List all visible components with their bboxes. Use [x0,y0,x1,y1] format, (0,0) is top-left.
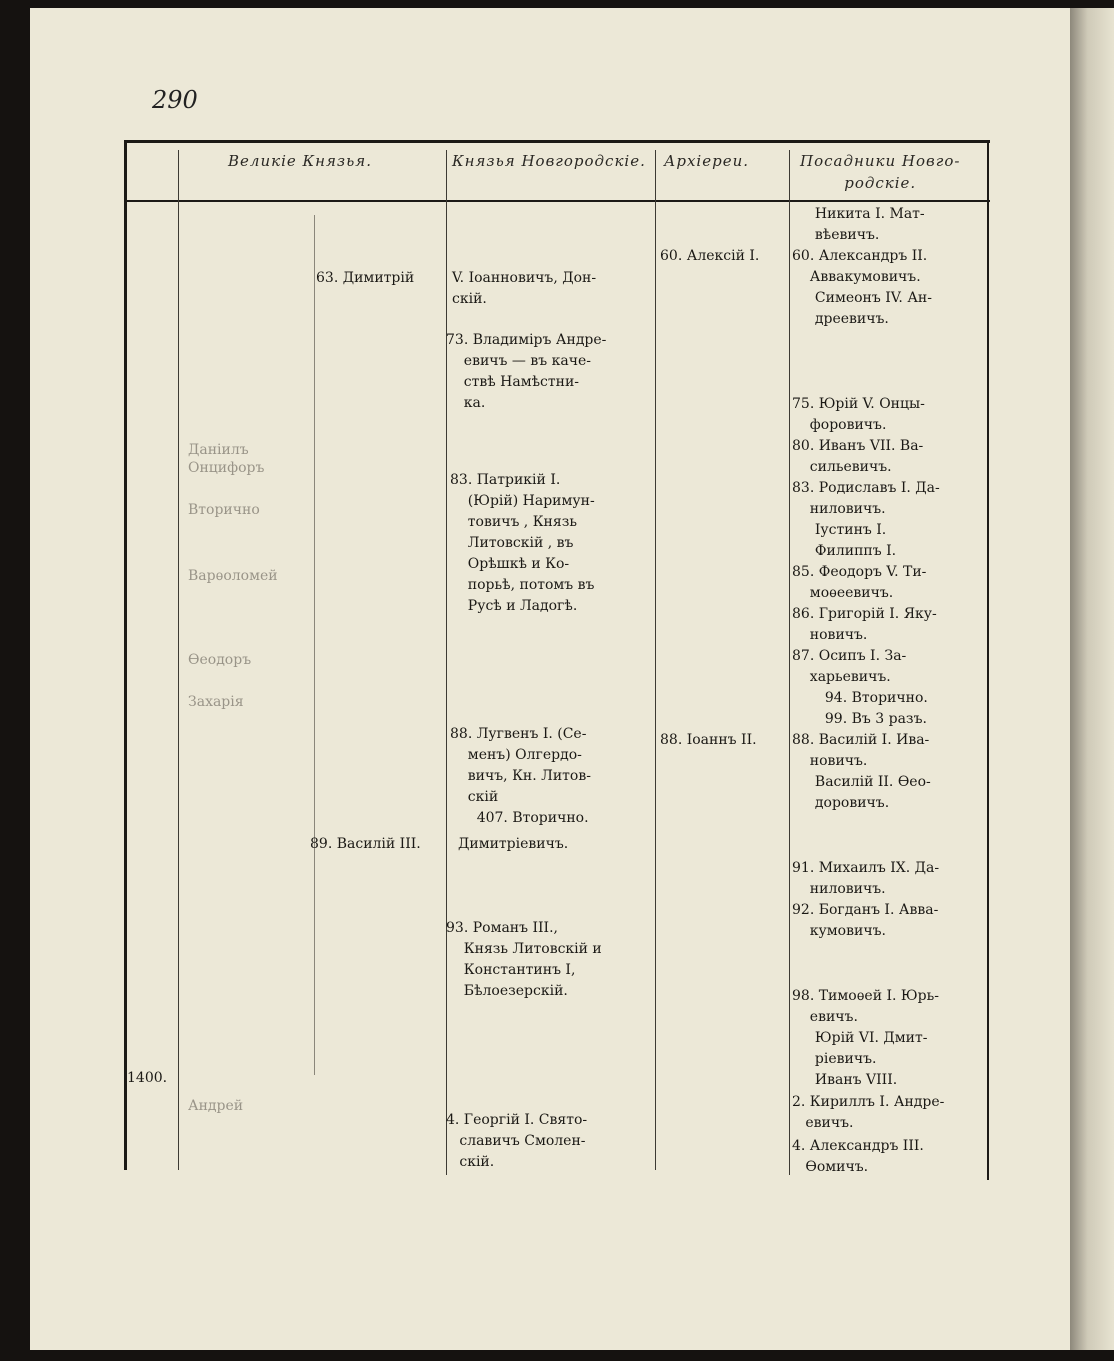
page-gutter [1070,8,1114,1350]
grand-prince-entry: 89. Василій III. [310,836,421,852]
bleed-through-text: Захарія [188,694,244,710]
posadnik-entry: Симеонъ IV. Ан- дреевичъ. [814,290,932,327]
bleed-through-text: Даніилъ [188,442,249,458]
grand-prince-entry: 63. Димитрій [316,270,415,286]
posadnik-entry: 86. Григорій І. Яку- новичъ. [792,606,937,643]
novgorod-prince-entry: V. Іоанновичъ, Дон- скій. [452,270,597,307]
posadnik-entry: 80. Иванъ VII. Ва- сильевичъ. [792,438,924,475]
novgorod-prince-entry: 93. Романъ III., Князь Литовскій и Константинъ І, Бѣлоезерскій. [446,920,602,999]
header-rule [124,200,990,202]
bleed-through-text: Вторично [188,502,260,518]
right-border [987,140,989,1180]
novgorod-prince-entry: 4. Георгій І. Свято- славичъ Смолен- скій. [446,1112,588,1170]
posadnik-entry: 60. Александръ II. Аввакумовичъ. [792,248,928,285]
posadnik-entry: 75. Юрій V. Онцы- форовичъ. [792,396,925,433]
bleed-through-text: Варѳоломей [188,568,278,584]
page-number: 290 [152,86,198,114]
posadnik-entry: 85. Феодоръ V. Ти- моѳеевичъ. [792,564,927,601]
posadnik-entry: 92. Богданъ І. Авва- кумовичъ. [792,902,939,939]
posadnik-entry: Іустинъ І. Филиппъ І. [814,522,897,559]
column-divider-5 [789,150,790,1175]
posadnik-entry: 98. Тимоѳей І. Юрь- евичъ. [792,988,939,1025]
posadnik-entry: 2. Кириллъ І. Андре- евичъ. [792,1094,945,1131]
novgorod-prince-entry: 88. Лугвенъ І. (Се- менъ) Олгердо- вичъ, Кн. Литов- скій 407. Вторично. [450,726,591,826]
column-divider-1 [178,150,179,1170]
header-posadniki: Посадники Новго- родскіе. [800,152,961,192]
posadnik-entry: Никита І. Мат- вѣевичъ. [814,206,925,243]
posadnik-entry: 91. Михаилъ IX. Да- ниловичъ. [792,860,940,897]
novgorod-prince-entry: 73. Владиміръ Андре- евичъ — въ каче- ствѣ Намѣстни- ка. [446,332,607,411]
bleed-through-text: Андрей [188,1098,244,1114]
posadnik-entry: 94. Вторично. 99. Въ 3 разъ. [824,690,928,727]
posadnik-entry: 87. Осипъ І. За- харьевичъ. [792,648,907,685]
posadnik-entry: 88. Василій І. Ива- новичъ. [792,732,930,769]
left-border [124,140,127,1170]
posadnik-entry: Василій II. Ѳео- доровичъ. [814,774,931,811]
column-divider-4 [655,150,656,1170]
year-marker: 1400. [127,1070,168,1086]
column-divider-3 [446,150,447,1175]
novgorod-prince-entry: 83. Патрикій І. (Юрій) Наримун- товичъ , Князь Литовскій , въ Орѣшкѣ и Ко- порьѣ, потомъ въ Русѣ и Ладогѣ. [450,472,595,614]
header-novgorod-princes: Князья Новгородскіе. [452,152,646,170]
posadnik-entry: 4. Александръ III. Ѳомичъ. [792,1138,924,1175]
posadnik-entry: Юрій VI. Дмит- ріевичъ. [814,1030,928,1067]
posadnik-entry: 83. Родиславъ І. Да- ниловичъ. [792,480,940,517]
top-rule [124,140,990,143]
bleed-through-text: Ѳеодоръ [188,652,252,668]
header-archbishops: Архіереи. [664,152,750,170]
header-grand-princes: Великіе Князья. [228,152,372,170]
novgorod-prince-entry: Димитріевичъ. [458,836,569,852]
column-divider-2 [314,215,315,1075]
bleed-through-text: Онцифоръ [188,460,265,476]
archbishop-entry: 60. Алексій І. [660,248,760,264]
posadnik-entry: Иванъ VIII. [806,1072,898,1088]
archbishop-entry: 88. Іоаннъ II. [660,732,757,748]
